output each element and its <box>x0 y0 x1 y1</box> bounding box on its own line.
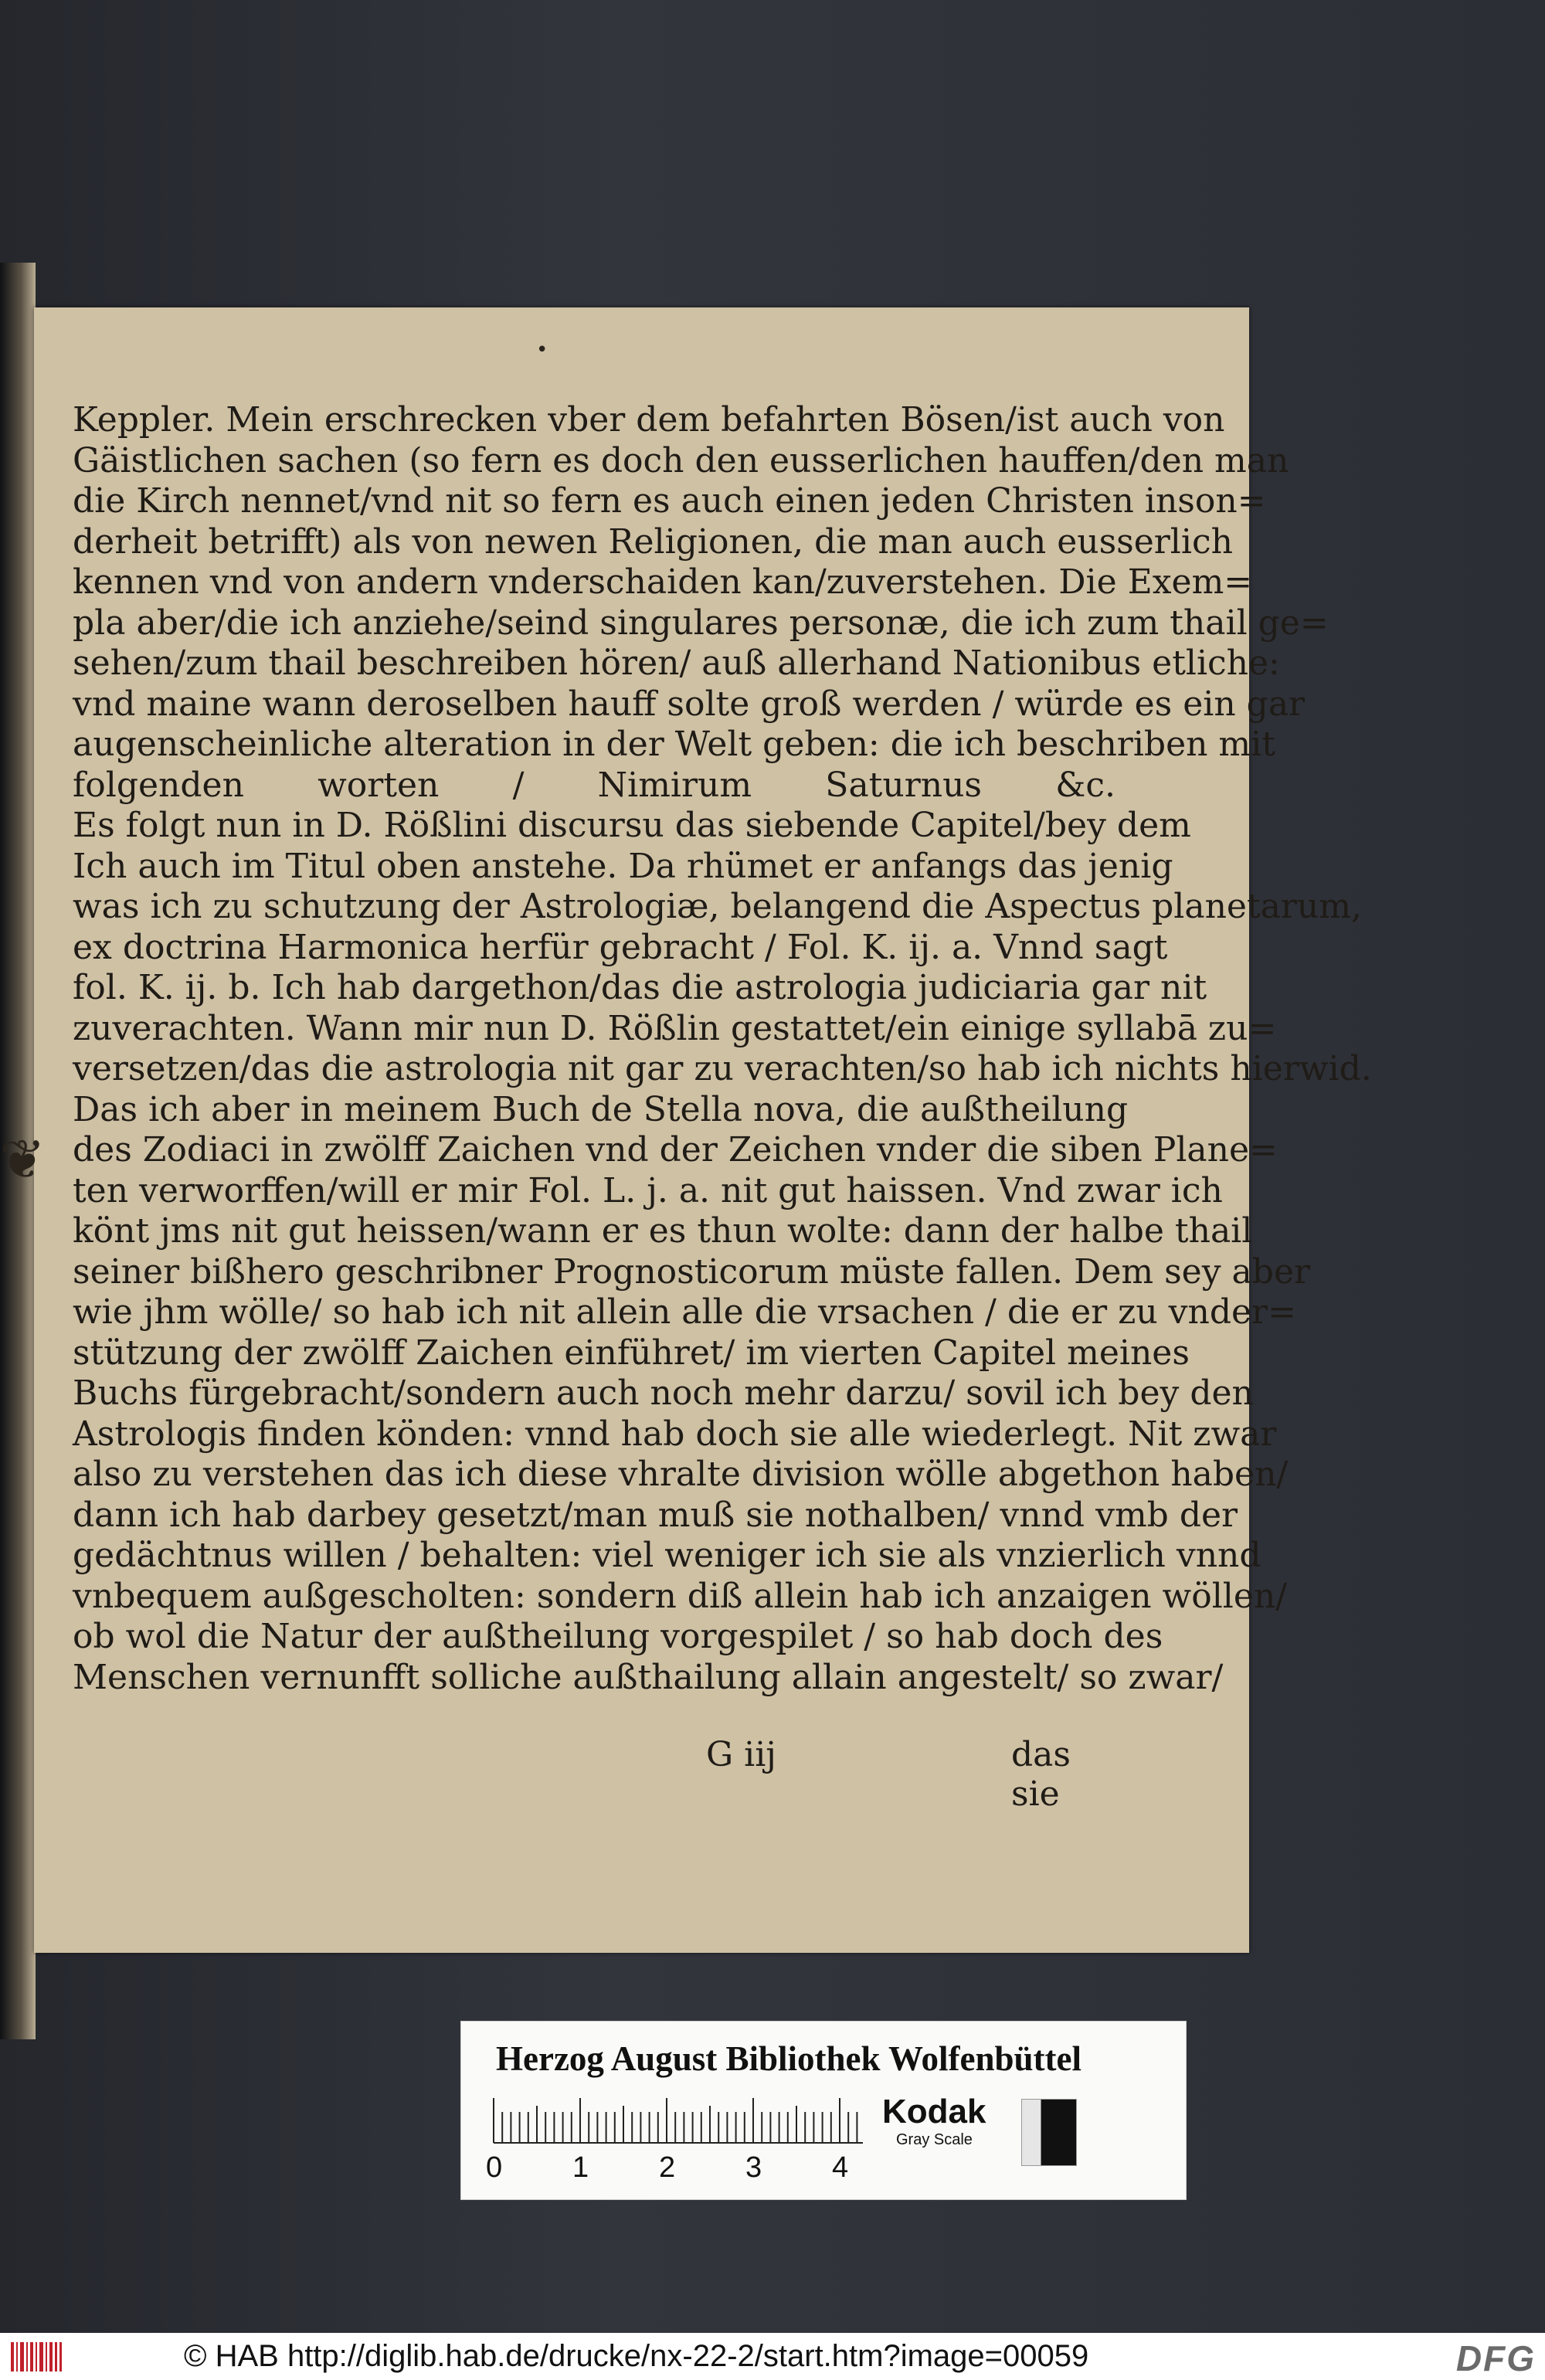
ruler-numbers <box>486 2151 894 2190</box>
margin-bookmark-icon: ❦ <box>0 1128 46 1191</box>
signature-mark: G iij <box>706 1735 776 1774</box>
copyright-credit: © HAB http://diglib.hab.de/drucke/nx-22-2/start.htm?image=00059 <box>184 2339 1089 2373</box>
kodak-brand: Kodak <box>882 2093 986 2130</box>
text-line: augenscheinliche alteration in der Welt geben: die ich beschriben mit <box>73 725 1275 764</box>
text-line: Astrologis finden könden: vnnd hab doch sie alle wiederlegt. Nit zwar <box>73 1414 1277 1454</box>
ruler-scale <box>492 2095 863 2149</box>
barcode-icon <box>9 2339 63 2375</box>
text-line: stützung der zwölff Zaichen einführet/ im vierten Capitel meines <box>73 1333 1190 1373</box>
text-line: Ich auch im Titul oben anstehe. Da rhümet er anfangs das jenig <box>73 846 1173 886</box>
text-line: folgenden worten / Nimirum Saturnus &c. <box>73 765 1115 805</box>
text-line: zuverachten. Wann mir nun D. Rößlin gestattet/ein einige syllabā zu= <box>73 1008 1277 1048</box>
text-line: vnbequem außgescholten: sondern diß allein hab ich anzaigen wöllen/ <box>73 1576 1288 1616</box>
book-page <box>34 307 1372 1953</box>
text-line: Menschen vernunfft solliche außthailung allain angestelt/ so zwar/ <box>73 1657 1224 1697</box>
text-line: seiner bißhero geschribner Prognosticorum müste fallen. Dem sey aber <box>73 1251 1311 1292</box>
text-line: ob wol die Natur der außtheilung vorgespilet / so hab doch des <box>73 1617 1163 1656</box>
text-line: derheit betrifft) als von newen Religionen, die man auch eusserlich <box>73 521 1233 562</box>
text-line: ex doctrina Harmonica herfür gebracht / Fol. K. ij. a. Vnnd sagt <box>73 927 1168 967</box>
text-line: wie jhm wölle/ so hab ich nit allein alle die vrsachen / die er zu vnder= <box>73 1292 1296 1332</box>
text-line: Keppler. Mein erschrecken vber dem befahrten Bösen/ist auch von <box>73 400 1225 440</box>
text-line: könt jms nit gut heissen/wann er es thun wolte: dann der halbe thail <box>73 1211 1253 1251</box>
ruler-number: 2 <box>659 2151 676 2184</box>
page-ornament-dot: • <box>536 338 548 362</box>
ruler-number: 0 <box>486 2151 503 2184</box>
text-line: Buchs fürgebracht/sondern auch noch mehr darzu/ sovil ich bey den <box>73 1373 1254 1413</box>
text-line: kennen vnd von andern vnderschaiden kan/zuverstehen. Die Exem= <box>73 562 1253 602</box>
text-line: dann ich hab darbey gesetzt/man muß sie nothalben/ vnnd vmb der <box>73 1495 1238 1535</box>
text-line: des Zodiaci in zwölff Zaichen vnd der Zeichen vnder die siben Plane= <box>73 1130 1278 1170</box>
ruler-number: 3 <box>745 2151 762 2184</box>
text-line: fol. K. ij. b. Ich hab dargethon/das die astrologia judiciaria gar nit <box>73 968 1207 1007</box>
text-line: Es folgt nun in D. Rößlini discursu das siebende Capitel/bey dem <box>73 806 1191 845</box>
text-line: Gäistlichen sachen (so fern es doch den eusserlichen hauffen/den man <box>73 440 1289 480</box>
text-line: pla aber/die ich anziehe/seind singulares personæ, die ich zum thail ge= <box>73 603 1329 643</box>
institution-name: Herzog August Bibliothek Wolfenbüttel <box>496 2039 1082 2078</box>
text-line: ten verworffen/will er mir Fol. L. j. a. nit gut haissen. Vnd zwar ich <box>73 1170 1223 1210</box>
text-line: also zu verstehen das ich diese vhralte division wölle abgethon haben/ <box>73 1455 1289 1494</box>
gray-patch <box>1021 2099 1077 2166</box>
dfg-logo: DFG <box>1455 2338 1536 2378</box>
text-line: sehen/zum thail beschreiben hören/ auß allerhand Nationibus etliche: <box>73 643 1280 683</box>
catchword: das sie <box>1011 1735 1071 1814</box>
footer-bar <box>0 2333 1545 2380</box>
text-line: was ich zu schutzung der Astrologiæ, belangend die Aspectus planetarum, <box>73 887 1362 926</box>
text-line: gedächtnus willen / behalten: viel weniger ich sie als vnzierlich vnnd <box>73 1536 1261 1575</box>
text-line: vnd maine wann deroselben hauff solte groß werden / würde es ein gar <box>73 684 1306 724</box>
color-target-card <box>460 2021 1187 2200</box>
ruler-number: 1 <box>572 2151 589 2184</box>
text-line: versetzen/das die astrologia nit gar zu verachten/so hab ich nichts hierwid. <box>73 1049 1372 1088</box>
page-text-block <box>73 400 1372 1698</box>
ruler-number: 4 <box>832 2151 849 2184</box>
text-line: die Kirch nennet/vnd nit so fern es auch einen jeden Christen inson= <box>73 481 1266 521</box>
gray-scale-label: Gray Scale <box>896 2131 973 2148</box>
text-line: Das ich aber in meinem Buch de Stella nova, die außtheilung <box>73 1089 1129 1129</box>
